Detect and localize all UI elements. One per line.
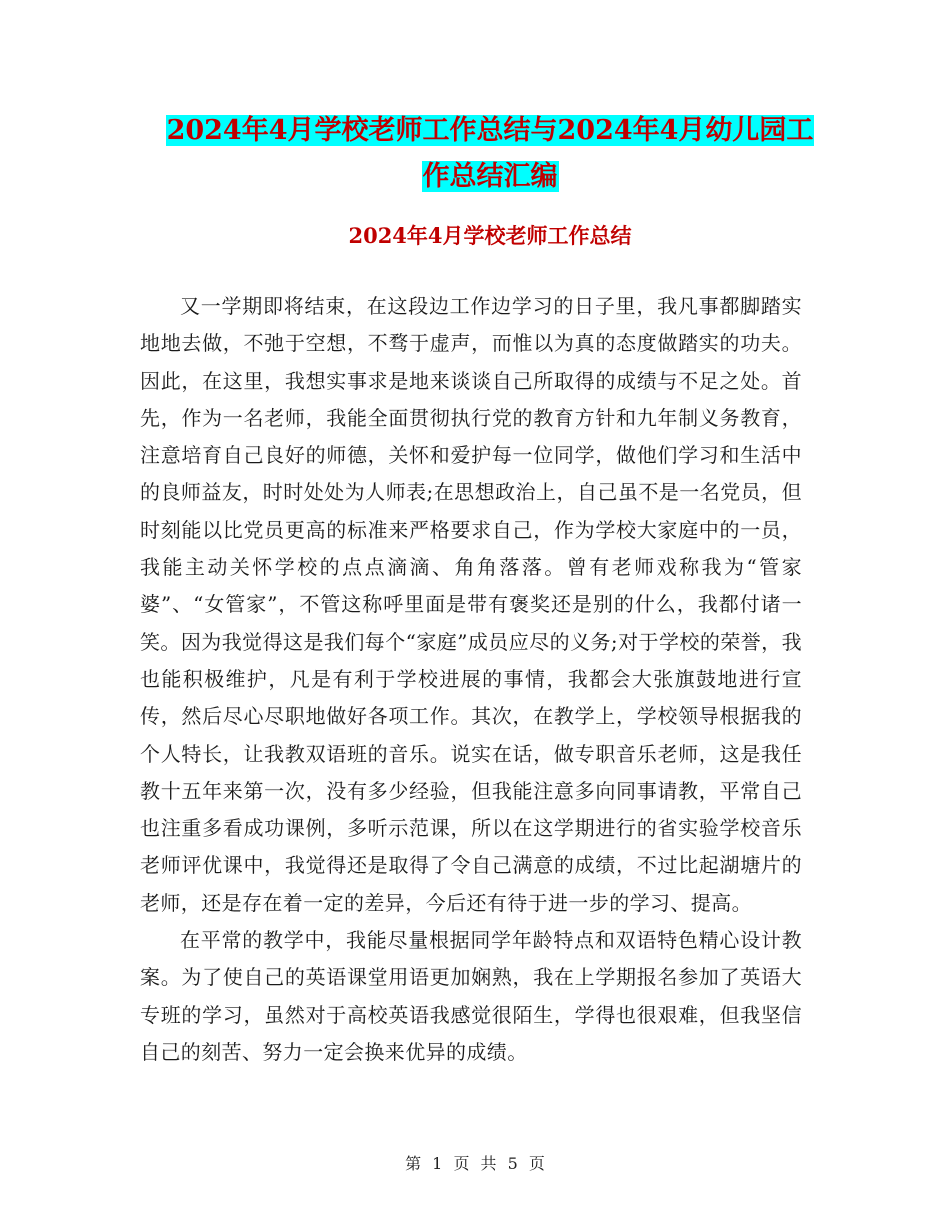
document-title-line-2: 作总结汇编 — [422, 161, 558, 192]
page-number-footer: 第 1 页 共 5 页 — [405, 1154, 545, 1173]
document-body — [140, 288, 802, 1071]
document-title-line-1: 2024年4月学校老师工作总结与2024年4月幼儿园工 — [166, 115, 814, 146]
paragraph: 又一学期即将结束，在这段边工作边学习的日子里，我凡事都脚踏实地地去做，不弛于空想，不骛于虚声，而惟以为真的态度做踏实的功夫。因此，在这里，我想实事求是地来谈谈自己所取得的成绩与不足之处。首先，作为一名老师，我能全面贯彻执行党的教育方针和九年制义务教育，注意培育自己良好的师德，关怀和爱护每一位同学，做他们学习和生活中的良师益友，时时处处为人师表;在思想政治上，自己虽不是一名党员，但时刻能以比党员更高的标准来严格要求自己，作为学校大家庭中的一员，我能主动关怀学校的点点滴滴、角角落落。曾有老师戏称我为“管家婆”、“女管家”，不管这称呼里面是带有褒奖还是别的什么，我都付诸一笑。因为我觉得这是我们每个“家庭”成员应尽的义务;对于学校的荣誉，我也能积极维护，凡是有利于学校进展的事情，我都会大张旗鼓地进行宣传，然后尽心尽职地做好各项工作。其次，在教学上，学校领导根据我的个人特长，让我教双语班的音乐。说实在话，做专职音乐老师，这是我任教十五年来第一次，没有多少经验，但我能注意多向同事请教，平常自己也注重多看成功课例，多听示范课，所以在这学期进行的省实验学校音乐老师评优课中，我觉得还是取得了令自己满意的成绩，不过比起湖塘片的老师，还是存在着一定的差异，今后还有待于进一步的学习、提高。 — [140, 294, 802, 915]
section-heading: 2024年4月学校老师工作总结 — [348, 223, 632, 248]
document-title — [140, 108, 840, 200]
paragraph: 在平常的教学中，我能尽量根据同学年龄特点和双语特色精心设计教案。为了使自己的英语课堂用语更加娴熟，我在上学期报名参加了英语大专班的学习，虽然对于高校英语我感觉很陌生，学得也很艰难，但我坚信自己的刻苦、努力一定会换来优异的成绩。 — [140, 928, 802, 1064]
